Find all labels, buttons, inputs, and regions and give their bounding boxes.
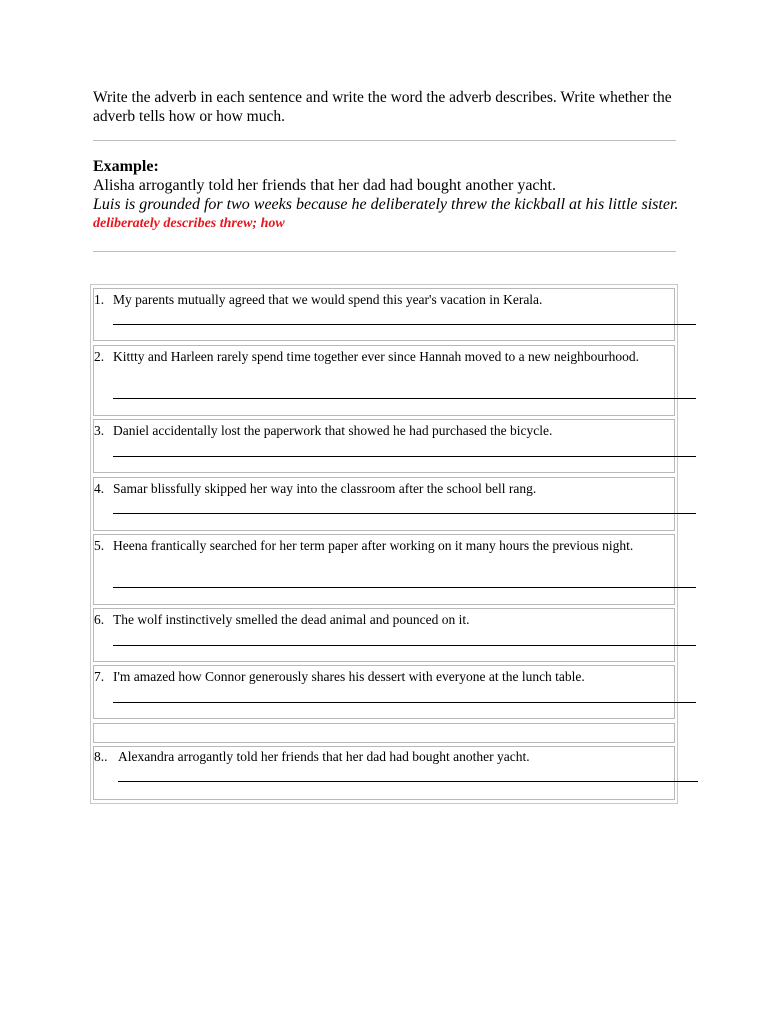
item-number-6: 6.: [94, 612, 105, 627]
item-number-3: 3.: [94, 423, 105, 438]
example-sentence: Alisha arrogantly told her friends that her dad had bought another yacht.: [93, 177, 556, 194]
item-number-5: 5.: [94, 538, 105, 553]
item-text-1: My parents mutually agreed that we would spend this year's vacation in Kerala.: [113, 292, 543, 307]
exercise-cell-spacer: [93, 723, 675, 743]
answer-line-5[interactable]: [113, 587, 696, 588]
item-number-8: 8..: [94, 749, 108, 764]
item-number-1: 1.: [94, 292, 105, 307]
item-text-2: Kittty and Harleen rarely spend time together ever since Hannah moved to a new neighbourhood.: [113, 349, 639, 364]
divider-top: [93, 140, 676, 141]
instructions: Write the adverb in each sentence and write the word the adverb describes. Write whether the adverb tells how or how much.: [93, 89, 672, 125]
answer-line-8[interactable]: [118, 781, 698, 782]
divider-bottom: [93, 251, 676, 252]
answer-line-1[interactable]: [113, 324, 696, 325]
example-block: [93, 157, 683, 233]
example-italic-sentence: Luis is grounded for two weeks because he deliberately threw the kickball at his little sister.: [93, 196, 679, 213]
item-text-3: Daniel accidentally lost the paperwork that showed he had purchased the bicycle.: [113, 423, 553, 438]
answer-line-7[interactable]: [113, 702, 696, 703]
example-heading: Example:: [93, 158, 159, 175]
item-text-6: The wolf instinctively smelled the dead animal and pounced on it.: [113, 612, 470, 627]
answer-line-3[interactable]: [113, 456, 696, 457]
item-number-4: 4.: [94, 481, 105, 496]
item-text-7: I'm amazed how Connor generously shares his dessert with everyone at the lunch table.: [113, 669, 585, 684]
item-text-8: Alexandra arrogantly told her friends that her dad had bought another yacht.: [118, 749, 530, 764]
answer-line-2[interactable]: [113, 398, 696, 399]
answer-line-6[interactable]: [113, 645, 696, 646]
answer-line-4[interactable]: [113, 513, 696, 514]
item-number-7: 7.: [94, 669, 105, 684]
example-answer: deliberately describes threw; how: [93, 216, 285, 231]
item-text-5: Heena frantically searched for her term paper after working on it many hours the previous night.: [113, 538, 634, 553]
item-number-2: 2.: [94, 349, 105, 364]
item-text-4: Samar blissfully skipped her way into the classroom after the school bell rang.: [113, 481, 537, 496]
